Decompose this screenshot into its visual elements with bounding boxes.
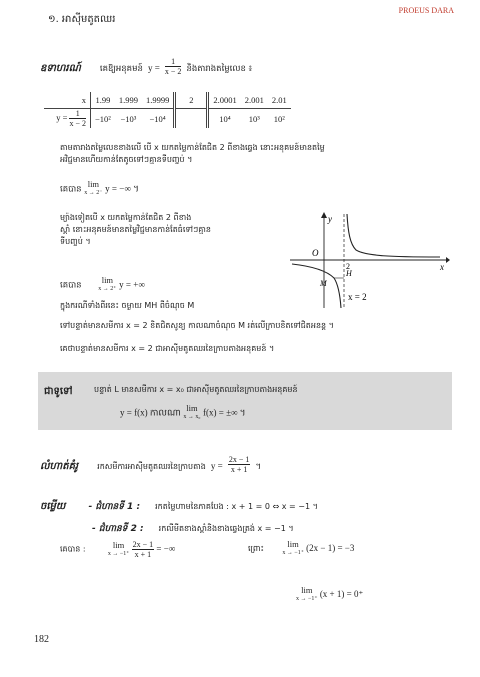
table-cell: 1.999 — [115, 92, 142, 109]
table-cell: −10² — [95, 113, 111, 124]
example-label: ឧទាហរណ៍ — [40, 63, 81, 74]
func-y: y = — [147, 63, 160, 73]
definition-line-2: y = f(x) កាលណា lim x → x₀ f(x) = ±∞ ។ — [120, 403, 246, 420]
limit-2: គេបាន lim x → 2⁺ y = +∞ — [60, 275, 145, 292]
y-axis-label: y — [328, 214, 332, 224]
table-cell: −10⁴ — [149, 113, 166, 124]
section-title: ១. អាស៊ីមតូតឈរ — [48, 14, 116, 25]
exercise-fraction: $\frac{2x - 1}{x + 1}$ — [228, 455, 250, 474]
table-cell — [175, 109, 208, 129]
table-row-y — [44, 109, 291, 129]
table-row-x — [44, 92, 291, 109]
paragraph-2: ម្យ៉ាងទៀតបើ x យកតម្លៃកាន់តែជិត 2 ពីខាង ស្តាំ នោះអនុគមន៍មានតម្លៃវិជ្ជមានកាន់តែធំទៅៗគ្មាន ទីបញ្ចប់ ។ — [60, 213, 211, 246]
page-number: 182 — [34, 634, 49, 645]
example-intro-text: គេឱ្យអនុគមន៍ — [99, 64, 143, 74]
x-arrow-icon — [446, 257, 450, 263]
point-H-label: H — [346, 269, 352, 278]
solution-label: ចម្លើយ — [40, 501, 66, 512]
func-fraction: $\frac{1}{x - 2}$ — [164, 57, 182, 76]
table-cell: 10³ — [248, 113, 260, 124]
solution-because-2: lim x → −1⁺ (x + 1) = 0⁺ — [296, 585, 364, 602]
point-M-label: M — [320, 279, 327, 288]
hyperbola-graph — [290, 212, 450, 308]
definition-line-1: បន្ទាត់ L មានសមីការ x = x₀ ជាអាស៊ីមតូតឈរនៃក្រាបតាងអនុគមន៍ — [94, 385, 298, 394]
table-cell: 2.0001 — [208, 92, 241, 109]
table-cell: 10² — [273, 113, 285, 124]
tick-2-label: 2 — [346, 262, 350, 271]
table-x-label: x — [44, 92, 91, 109]
table-cell: 1.99 — [91, 92, 115, 109]
values-table — [44, 92, 291, 128]
exercise: លំហាត់គំរូ រកសមីការអាស៊ីមតូតឈរនៃក្រាបតាង y = $\frac{2x - 1}{x + 1}$ ។ — [40, 455, 262, 474]
table-y-fraction: $\frac{1}{x - 2}$ — [69, 109, 86, 128]
y-arrow-icon — [321, 212, 327, 218]
x-axis-label: x — [440, 262, 444, 272]
limit-1: គេបាន lim x → 2⁻ y = −∞ ។ — [60, 179, 139, 196]
asymptote-label: x = 2 — [348, 292, 367, 302]
table-cell: 1.9999 — [142, 92, 175, 109]
paragraph-3b: ទៅបន្ទាត់មានសមីការ x = 2 ខិតជិតសូន្យ កាលណាចំណុច M រត់លើក្រាបខិតទៅជិតអនន្ត ។ — [60, 321, 334, 330]
paragraph-1: តាមតារាងតម្លៃលេខខាងលើ បើ x យកតម្លៃកាន់តែជិត 2 ពីខាងឆ្វេង នោះអនុគមន៍មានតម្លៃ អវិជ្ជមានហើយកាន់តែតូចទៅៗគ្មានទីបញ្ចប់ ។ — [60, 143, 325, 164]
solution-step-1: ចម្លើយ - ជំហានទី 1 : រកតម្លៃហាមនៃភាគបែង : x + 1 = 0 ⇔ x = −1 ។ — [40, 501, 318, 512]
paragraph-4: គេថាបន្ទាត់មានសមីការ x = 2 ជាអាស៊ីមតូតឈរនៃក្រាបតាងអនុគមន៍ ។ — [60, 344, 275, 353]
right-branch — [347, 214, 440, 257]
origin-label: O — [312, 248, 319, 258]
paragraph-3a: ក្នុងករណីទាំងពីរនេះ ចម្ងាយ MH ពីចំណុច M — [60, 301, 195, 310]
header-brand: PROEUS DARA — [398, 6, 454, 15]
table-y-label: y = $\frac{1}{x - 2}$ — [44, 109, 91, 129]
solution-main-limit: គេបាន : lim x → −1⁺ $\frac{2x - 1}{x + 1}$ = −∞ — [60, 539, 176, 559]
left-branch — [292, 264, 341, 308]
table-cell: 2.01 — [268, 92, 291, 109]
example-intro — [40, 56, 252, 76]
definition-label: ជាទូទៅ — [44, 386, 73, 397]
example-intro-tail: និងតារាងតម្លៃលេខ ៖ — [186, 64, 253, 74]
solution-step-2: - ជំហានទី 2 : រកលីមីតខាងស្តាំនិងខាងឆ្វេងត្រង់ x = −1 ។ — [92, 524, 294, 534]
exercise-label: លំហាត់គំរូ — [40, 461, 79, 472]
table-cell: −10³ — [120, 113, 137, 124]
solution-because-1: ព្រោះ lim x → −1⁺ (2x − 1) = −3 — [248, 539, 355, 556]
table-cell: 2 — [175, 92, 208, 109]
table-cell: 2.001 — [241, 92, 268, 109]
table-cell: 10⁴ — [219, 113, 231, 124]
